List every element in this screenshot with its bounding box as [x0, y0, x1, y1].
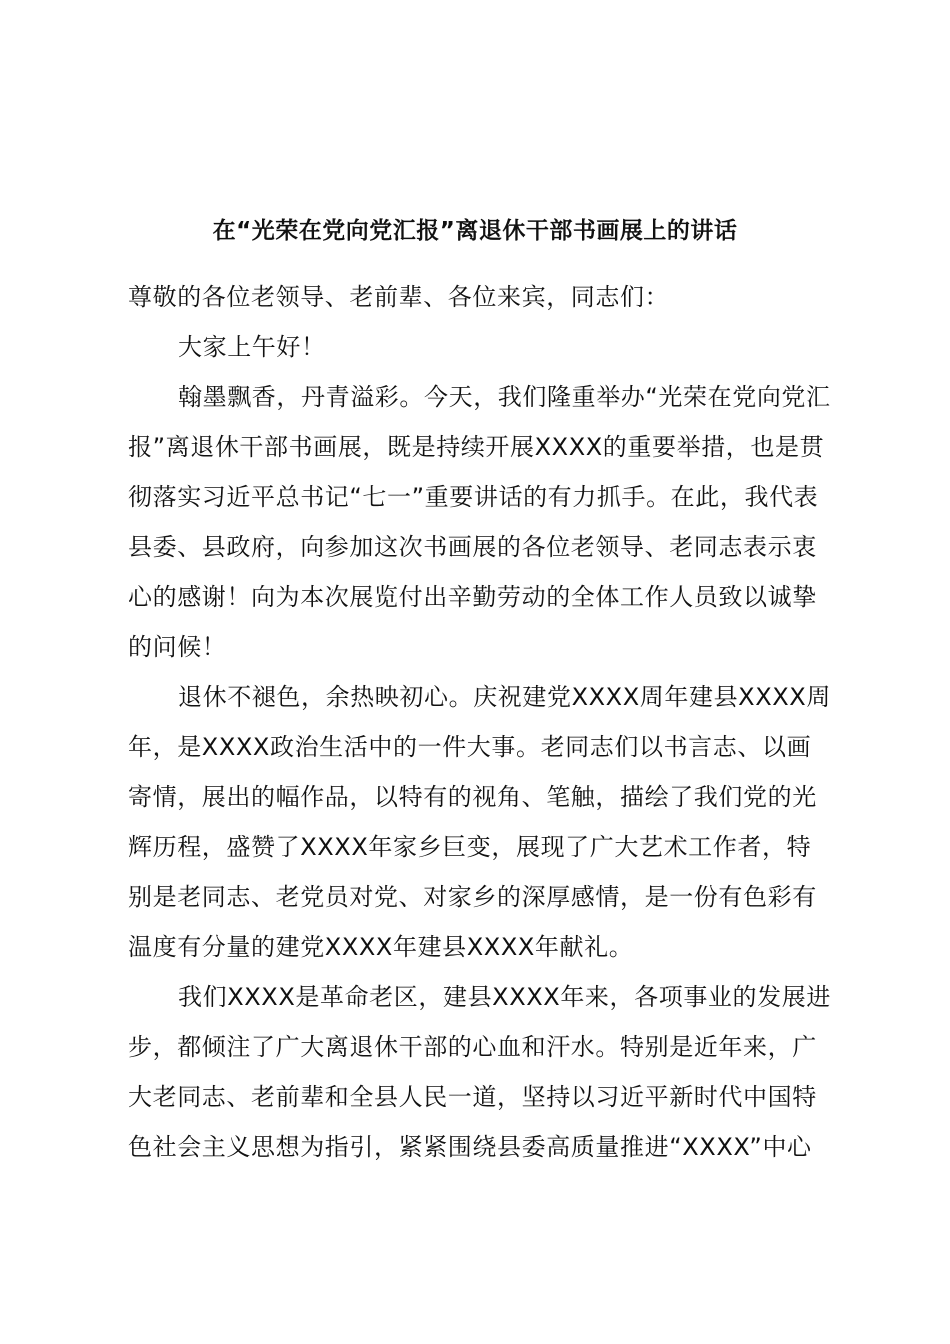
paragraph-line: 心的感谢！向为本次展览付出辛勤劳动的全体工作人员致以诚挚	[128, 583, 817, 611]
paragraph-line: 年，是XXXX政治生活中的一件大事。老同志们以书言志、以画	[128, 733, 812, 761]
paragraph-line: 步，都倾注了广大离退休干部的心血和汗水。特别是近年来，广	[128, 1033, 817, 1061]
paragraph-line: 翰墨飘香，丹青溢彩。今天，我们隆重举办“光荣在党向党汇	[178, 383, 831, 411]
paragraph-line: 报”离退休干部书画展，既是持续开展XXXX的重要举措，也是贯	[128, 433, 825, 461]
paragraph-line: 退休不褪色，余热映初心。庆祝建党XXXX周年建县XXXX周	[178, 683, 831, 711]
salutation: 尊敬的各位老领导、老前辈、各位来宾，同志们：	[128, 283, 670, 311]
paragraph-line: 县委、县政府，向参加这次书画展的各位老领导、老同志表示衷	[128, 533, 817, 561]
paragraph-line: 寄情，展出的幅作品，以特有的视角、笔触，描绘了我们党的光	[128, 783, 817, 811]
document-title: 在“光荣在党向党汇报”离退休干部书画展上的讲话	[212, 218, 738, 244]
paragraph-line: 我们XXXX是革命老区，建县XXXX年来，各项事业的发展进	[178, 983, 831, 1011]
greeting: 大家上午好！	[178, 333, 326, 361]
paragraph-line: 别是老同志、老党员对党、对家乡的深厚感情，是一份有色彩有	[128, 883, 817, 911]
paragraph-line: 温度有分量的建党XXXX年建县XXXX年献礼。	[128, 933, 634, 961]
paragraph-line: 的问候！	[128, 633, 227, 661]
paragraph-line: 彻落实习近平总书记“七一”重要讲话的有力抓手。在此，我代表	[128, 483, 819, 511]
paragraph-line: 大老同志、老前辈和全县人民一道，坚持以习近平新时代中国特	[128, 1083, 817, 1111]
paragraph-line: 色社会主义思想为指引，紧紧围绕县委高质量推进“XXXX”中心	[128, 1133, 812, 1161]
paragraph-line: 辉历程，盛赞了XXXX年家乡巨变，展现了广大艺术工作者，特	[128, 833, 812, 861]
